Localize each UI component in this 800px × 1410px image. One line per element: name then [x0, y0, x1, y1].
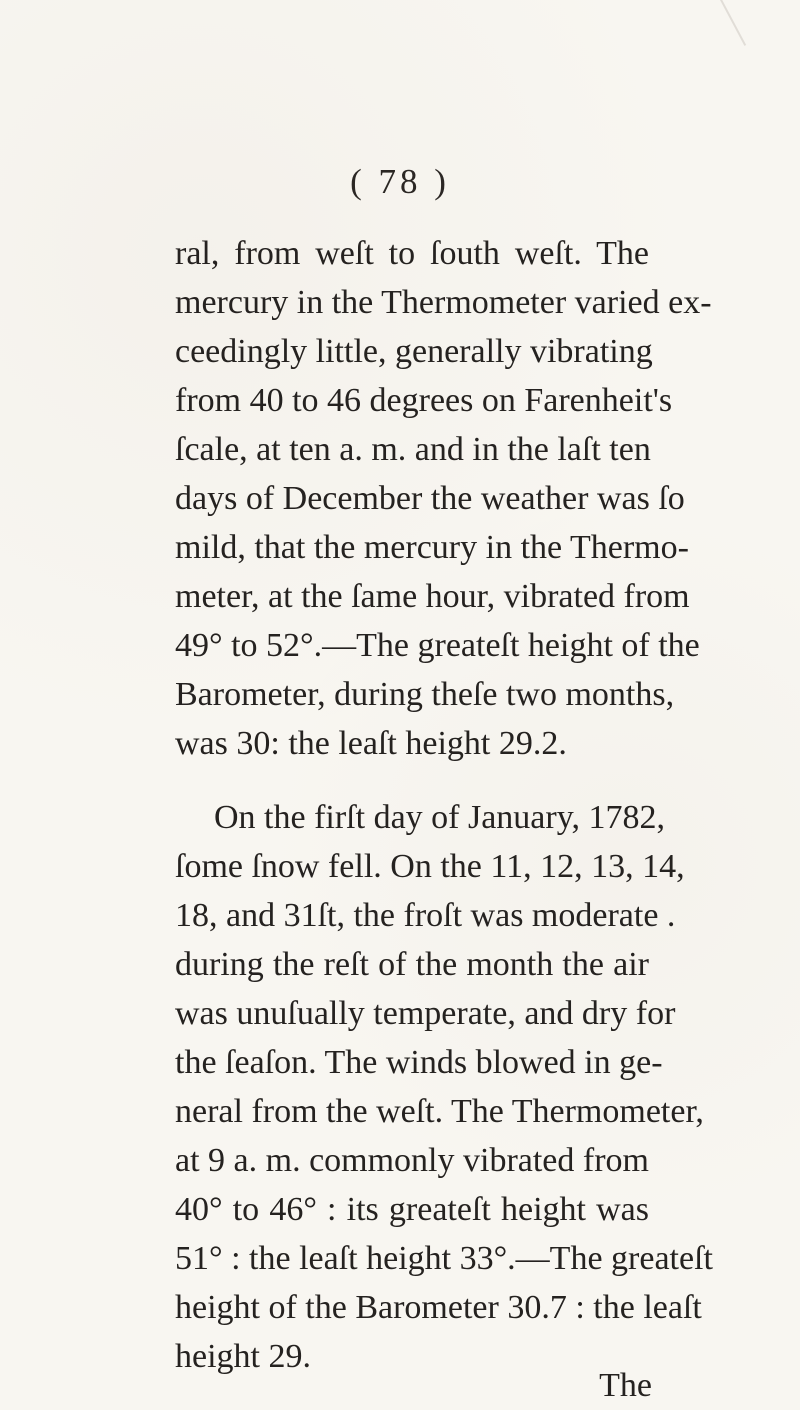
text-line-15: during the reſt of the month the air — [175, 946, 649, 983]
text-line-12: On the firſt day of January, 1782, — [214, 799, 666, 836]
text-line-22: height of the Barometer 30.7 : the leaſt — [175, 1289, 702, 1326]
text-line-7: mild, that the mercury in the Thermo- — [175, 529, 689, 566]
text-line-19: at 9 a. m. commonly vibrated from — [175, 1142, 649, 1179]
text-line-1: ral, from weſt to ſouth weſt. The — [175, 235, 649, 272]
text-line-8: meter, at the ſame hour, vibrated from — [175, 578, 690, 615]
text-line-18: neral from the weſt. The Thermometer, — [175, 1093, 704, 1130]
text-line-3: ceedingly little, generally vibrating — [175, 333, 653, 370]
text-line-17: the ſeaſon. The winds blowed in ge- — [175, 1044, 663, 1081]
text-line-4: from 40 to 46 degrees on Farenheit's — [175, 382, 673, 419]
text-line-21: 51° : the leaſt height 33°.—The greateſt — [175, 1240, 713, 1277]
text-line-6: days of December the weather was ſo — [175, 480, 685, 517]
paper-mark — [720, 0, 746, 46]
text-line-2: mercury in the Thermometer varied ex- — [175, 284, 712, 321]
text-line-14: 18, and 31ſt, the froſt was moderate . — [175, 897, 676, 934]
text-line-16: was unuſually temperate, and dry for — [175, 995, 676, 1032]
text-line-13: ſome ſnow fell. On the 11, 12, 13, 14, — [175, 848, 685, 885]
text-line-20: 40° to 46° : its greateſt height was — [175, 1191, 649, 1228]
text-line-23: height 29. — [175, 1338, 311, 1375]
text-line-5: ſcale, at ten a. m. and in the laſt ten — [175, 431, 651, 468]
page-number: ( 78 ) — [350, 162, 450, 201]
catchword: The — [599, 1367, 652, 1404]
text-line-11: was 30: the leaſt height 29.2. — [175, 725, 567, 762]
text-line-9: 49° to 52°.—The greateſt height of the — [175, 627, 700, 664]
text-line-10: Barometer, during theſe two months, — [175, 676, 675, 713]
